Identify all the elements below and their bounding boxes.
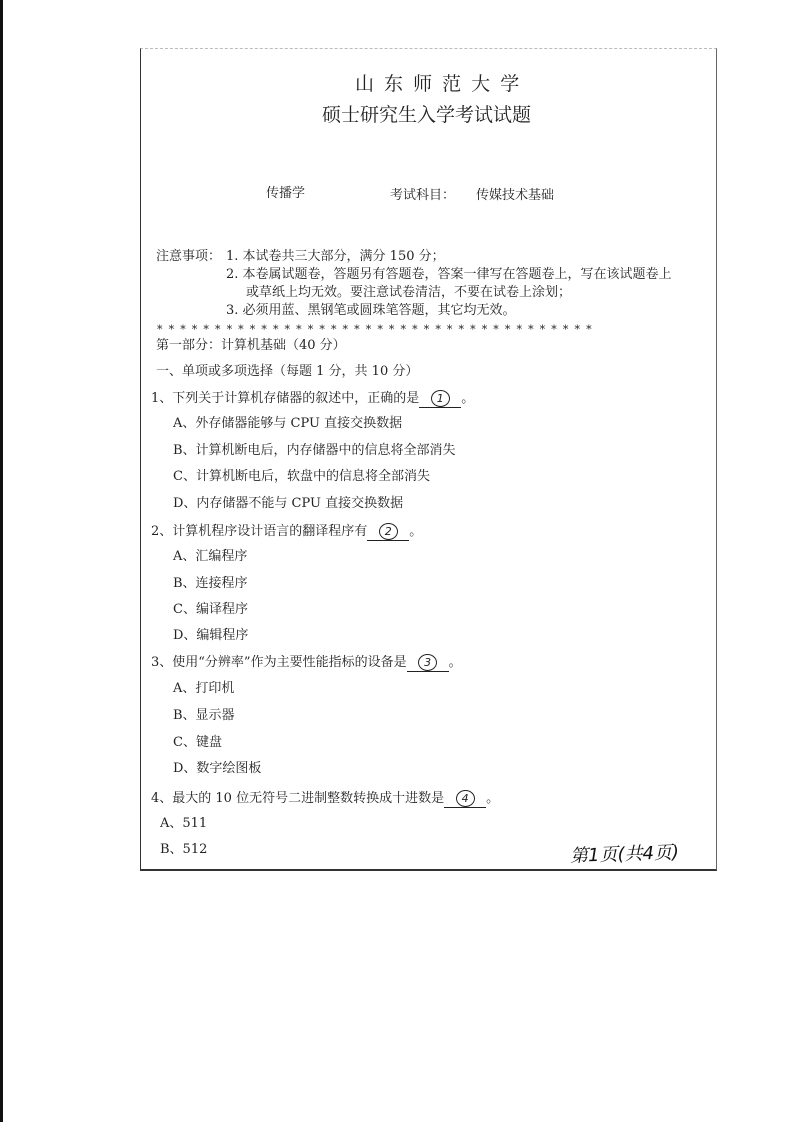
notice-item: 1. 本试卷共三大部分，满分 150 分；	[226, 249, 445, 264]
question-text: 1、下列关于计算机存储器的叙述中，正确的是	[151, 391, 420, 406]
major: 传播学	[266, 186, 306, 201]
circled-number: 2	[379, 523, 398, 540]
university-name: 山 东 师 范 大 学	[355, 73, 522, 95]
notice-item: 2. 本卷属试题卷，答题另有答题卷，答案一律写在答题卷上，写在该试题卷上	[226, 267, 672, 282]
answer-blank	[407, 654, 449, 672]
question-text: 3、使用“分辨率”作为主要性能指标的设备是	[151, 655, 407, 670]
question-end: 。	[486, 791, 500, 806]
answer-option: C、编译程序	[173, 602, 248, 617]
circled-number: 4	[456, 790, 475, 807]
subject-label: 考试科目：	[390, 188, 456, 203]
notice-item: 或草纸上均无效。要注意试卷清洁，不要在试卷上涂划；	[246, 285, 572, 300]
question-stem	[151, 523, 422, 541]
handwritten-page-note: 第1页(共4页)	[569, 842, 680, 867]
answer-option: A、打印机	[173, 681, 235, 696]
answer-option: B、显示器	[173, 708, 235, 723]
notice-item: 3. 必须用蓝、黑钢笔或圆珠笔答题，其它均无效。	[226, 303, 516, 318]
star-divider: * * * * * * * * * * * * * * * * * * * * * * * * * * * * * * * * * * * * * *	[157, 323, 593, 336]
notice-label: 注意事项：	[156, 249, 222, 264]
answer-blank	[444, 790, 486, 808]
question-text: 4、最大的 10 位无符号二进制整数转换成十进数是	[151, 791, 445, 806]
answer-option: D、编辑程序	[173, 628, 249, 643]
part-heading: 第一部分：计算机基础（40 分）	[156, 338, 346, 353]
answer-option: D、内存储器不能与 CPU 直接交换数据	[173, 496, 404, 511]
subject: 传媒技术基础	[476, 188, 555, 203]
question-stem	[151, 390, 474, 408]
answer-option: A、汇编程序	[173, 549, 248, 564]
question-stem	[151, 654, 462, 672]
exam-frame	[140, 48, 717, 871]
answer-option: D、数字绘图板	[173, 761, 262, 776]
question-stem	[151, 790, 499, 808]
circled-number: 1	[431, 390, 450, 407]
question-text: 2、计算机程序设计语言的翻译程序有	[151, 524, 368, 539]
answer-option: C、计算机断电后，软盘中的信息将全部消失	[173, 469, 430, 484]
answer-option: B、计算机断电后，内存储器中的信息将全部消失	[173, 443, 456, 458]
question-end: 。	[461, 391, 475, 406]
answer-blank	[419, 390, 461, 408]
answer-option: C、键盘	[173, 735, 222, 750]
answer-option: A、511	[160, 816, 208, 831]
scan-edge	[0, 0, 3, 1122]
section-heading: 一、单项或多项选择（每题 1 分，共 10 分）	[156, 364, 419, 379]
answer-option: B、512	[160, 842, 208, 857]
answer-option: A、外存储器能够与 CPU 直接交换数据	[173, 416, 403, 431]
answer-option: B、连接程序	[173, 576, 248, 591]
circled-number: 3	[418, 654, 437, 671]
question-end: 。	[448, 655, 462, 670]
exam-title: 硕士研究生入学考试试题	[322, 104, 532, 126]
question-end: 。	[409, 524, 423, 539]
answer-blank	[367, 523, 409, 541]
